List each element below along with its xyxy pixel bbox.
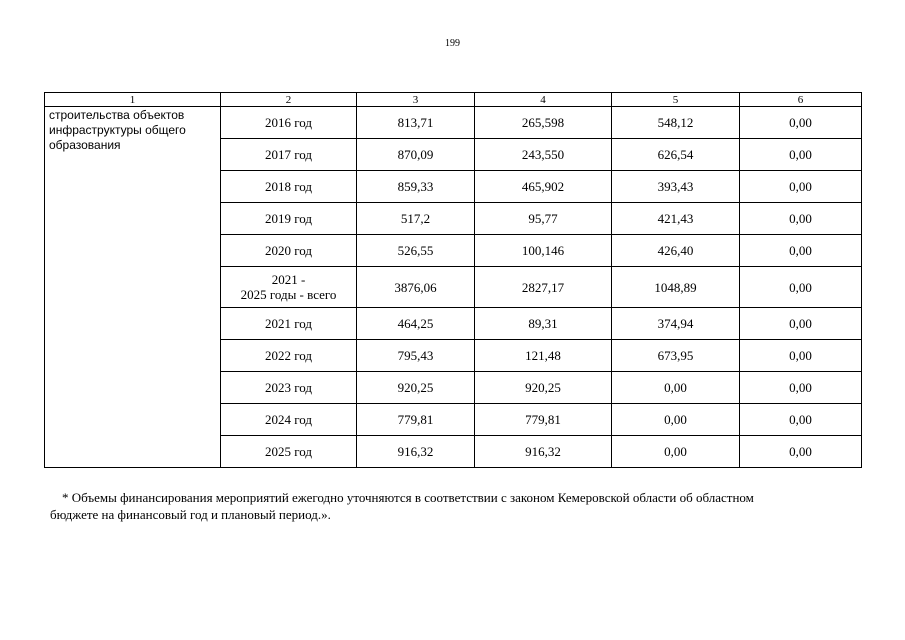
value-cell-c4: 243,550 [475, 139, 612, 171]
value-cell-c3: 517,2 [357, 203, 475, 235]
value-cell-c6: 0,00 [740, 107, 862, 139]
value-cell-c5: 548,12 [612, 107, 740, 139]
value-cell-c5: 626,54 [612, 139, 740, 171]
period-cell [221, 203, 357, 235]
value-cell-c5: 393,43 [612, 171, 740, 203]
value-cell-c4: 779,81 [475, 404, 612, 436]
value-cell-c6: 0,00 [740, 139, 862, 171]
column-header: 6 [740, 93, 862, 107]
column-header: 4 [475, 93, 612, 107]
period-label: 2025 год [265, 444, 312, 459]
period-cell [221, 107, 357, 139]
period-cell [221, 267, 357, 308]
value-cell-c6: 0,00 [740, 436, 862, 468]
period-cell [221, 404, 357, 436]
value-cell-c4: 89,31 [475, 308, 612, 340]
period-label: 2022 год [265, 348, 312, 363]
column-header: 2 [221, 93, 357, 107]
value-cell-c4: 265,598 [475, 107, 612, 139]
value-cell-c5: 426,40 [612, 235, 740, 267]
period-cell [221, 235, 357, 267]
financing-table [44, 92, 862, 468]
period-label: 2024 год [265, 412, 312, 427]
period-cell [221, 171, 357, 203]
value-cell-c6: 0,00 [740, 267, 862, 308]
value-cell-c3: 3876,06 [357, 267, 475, 308]
period-label: 2023 год [265, 380, 312, 395]
value-cell-c6: 0,00 [740, 171, 862, 203]
value-cell-c3: 795,43 [357, 340, 475, 372]
value-cell-c4: 121,48 [475, 340, 612, 372]
period-label: 2016 год [265, 115, 312, 130]
value-cell-c6: 0,00 [740, 308, 862, 340]
column-header: 3 [357, 93, 475, 107]
period-cell [221, 372, 357, 404]
period-label: 2019 год [265, 211, 312, 226]
value-cell-c3: 813,71 [357, 107, 475, 139]
value-cell-c3: 920,25 [357, 372, 475, 404]
page-number: 199 [445, 38, 460, 49]
period-label: 2017 год [265, 147, 312, 162]
period-cell [221, 139, 357, 171]
value-cell-c6: 0,00 [740, 372, 862, 404]
value-cell-c3: 870,09 [357, 139, 475, 171]
value-cell-c4: 2827,17 [475, 267, 612, 308]
column-header: 1 [45, 93, 221, 107]
value-cell-c5: 421,43 [612, 203, 740, 235]
value-cell-c5: 673,95 [612, 340, 740, 372]
measure-name-line: образования [49, 138, 121, 152]
value-cell-c3: 779,81 [357, 404, 475, 436]
value-cell-c5: 1048,89 [612, 267, 740, 308]
period-label: 2021 год [265, 316, 312, 331]
table-row [45, 107, 862, 139]
value-cell-c4: 920,25 [475, 372, 612, 404]
value-cell-c3: 526,55 [357, 235, 475, 267]
period-cell [221, 340, 357, 372]
measure-name-line: инфраструктуры общего [49, 123, 186, 137]
footnote-line-2: бюджете на финансовый год и плановый период.». [50, 507, 331, 522]
value-cell-c5: 0,00 [612, 436, 740, 468]
value-cell-c6: 0,00 [740, 235, 862, 267]
value-cell-c5: 0,00 [612, 404, 740, 436]
value-cell-c4: 100,146 [475, 235, 612, 267]
value-cell-c3: 916,32 [357, 436, 475, 468]
column-number-row [45, 93, 862, 107]
footnote-line-1: * Объемы финансирования мероприятий ежегодно уточняются в соответствии с законом Кемеровской области об областном [62, 490, 754, 505]
value-cell-c3: 464,25 [357, 308, 475, 340]
value-cell-c6: 0,00 [740, 203, 862, 235]
value-cell-c4: 916,32 [475, 436, 612, 468]
measure-name-line: строительства объектов [49, 108, 185, 122]
value-cell-c6: 0,00 [740, 340, 862, 372]
footnote [50, 489, 862, 523]
value-cell-c6: 0,00 [740, 404, 862, 436]
column-header: 5 [612, 93, 740, 107]
value-cell-c4: 95,77 [475, 203, 612, 235]
period-label: 2018 год [265, 179, 312, 194]
period-label: 2020 год [265, 243, 312, 258]
period-label: 2021 - [271, 272, 306, 287]
value-cell-c5: 374,94 [612, 308, 740, 340]
value-cell-c4: 465,902 [475, 171, 612, 203]
value-cell-c3: 859,33 [357, 171, 475, 203]
period-cell [221, 436, 357, 468]
period-cell [221, 308, 357, 340]
period-label-line-2: 2025 годы - всего [240, 287, 337, 302]
measure-name-cell [45, 107, 221, 468]
value-cell-c5: 0,00 [612, 372, 740, 404]
